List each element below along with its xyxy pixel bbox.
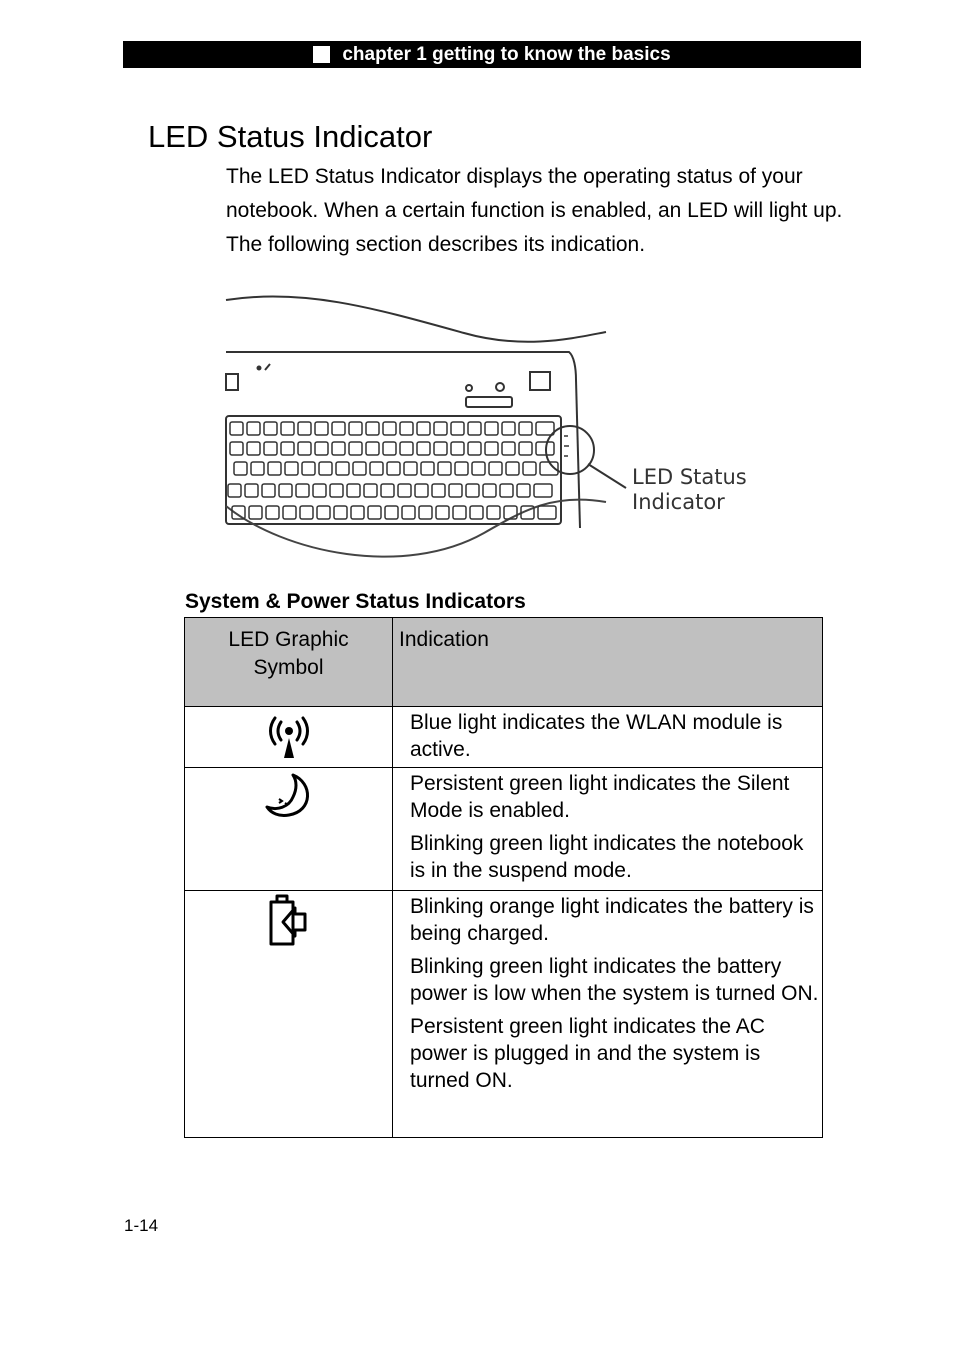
indication-cell bbox=[393, 768, 823, 891]
table-row bbox=[185, 891, 823, 1138]
intro-paragraph: The LED Status Indicator displays the operating status of your notebook. When a certain function is enabled, an LED will light up. The following section describes its indication. bbox=[226, 165, 843, 256]
chapter-label: chapter 1 getting to know the basics bbox=[342, 43, 671, 65]
indication-cell bbox=[393, 707, 823, 768]
indication-cell bbox=[393, 891, 823, 1138]
page-number: 1-14 bbox=[124, 1216, 159, 1235]
header-symbol: LED Graphic Symbol bbox=[185, 618, 393, 707]
indication-text: Blue light indicates the WLAN module is active. bbox=[410, 711, 783, 761]
table-row bbox=[185, 707, 823, 768]
wireless-icon bbox=[261, 708, 317, 760]
table-row bbox=[185, 768, 823, 891]
symbol-cell bbox=[185, 768, 393, 891]
indication-text: Blinking green light indicates the notebook is in the suspend mode. bbox=[410, 832, 804, 882]
indication-text: Blinking orange light indicates the battery is being charged. bbox=[410, 895, 814, 945]
status-indicator-table bbox=[184, 617, 823, 1138]
callout-label-line1: LED Status bbox=[632, 465, 747, 489]
table-caption: System & Power Status Indicators bbox=[185, 590, 526, 613]
indication-text: Persistent green light indicates the Silent Mode is enabled. bbox=[410, 772, 790, 822]
battery-icon bbox=[265, 892, 313, 948]
header-indication: Indication bbox=[393, 618, 823, 707]
callout-label-line2: Indicator bbox=[632, 490, 725, 514]
moon-icon bbox=[263, 769, 315, 821]
indication-text: Persistent green light indicates the AC power is plugged in and the system is turned ON. bbox=[410, 1015, 765, 1092]
symbol-cell bbox=[185, 707, 393, 768]
notebook-illustration bbox=[224, 288, 764, 563]
chapter-header bbox=[123, 41, 861, 68]
symbol-cell bbox=[185, 891, 393, 1138]
indication-text: Blinking green light indicates the battery power is low when the system is turned ON. bbox=[410, 955, 819, 1005]
section-title: LED Status Indicator bbox=[148, 119, 433, 154]
square-bullet-icon bbox=[313, 46, 330, 63]
